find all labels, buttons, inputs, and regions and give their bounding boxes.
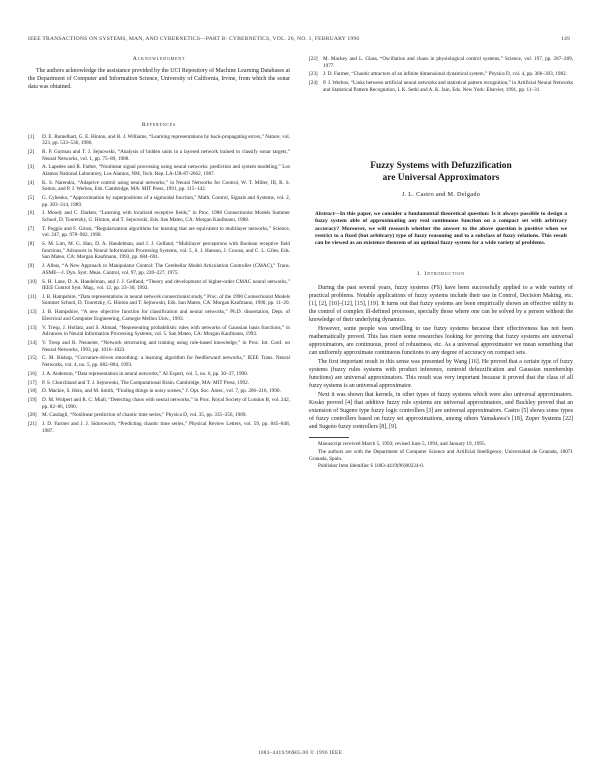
reference-number: [19] xyxy=(28,397,37,404)
introduction-paragraph: However, some people was unwilling to use fuzzy systems because their effectiveness has not been mathematically proved. This has risen some researches looking for proving that fuzzy systems are universal approximators, are continuous, proof of robustness, etc. As a universal approximator we mean something that can uniformly approximate continuous functions to any degree of accuracy on compact sets. xyxy=(309,326,573,357)
reference-text: D. M. Wolpert and R. C. Miall, “Detecting chaos with neural networks,” in Proc. Royal Society of London B, vol. 242, pp. 82–86, 1990. xyxy=(42,397,290,410)
acknowledgment-section xyxy=(28,56,290,92)
reference-text: G. Cybenko, “Approximation by superpositions of a sigmoidal function,” Math. Control, Signals and Systems, vol. 2, pp. 303–314, 1989. xyxy=(42,195,290,208)
introduction-paragraph: Next it was shown that kernels, in other types of fuzzy systems which were also universal approximators. Kosko proved [4] that additive fuzzy rule systems are universal approximators, and Buckley proved that an extension of Sugeno type fuzzy logic controllers [3] are universal approximators. Castro [5] shows some types of fuzzy controllers based on fuzzy set approximations, among others Yamakawa’s [18], Zuper Systems [22] and Sugeno fuzzy controllers [8], [9]. xyxy=(309,392,573,431)
reference-text: S. H. Lane, D. A. Handelman, and J. J. Gelfand, “Theory and development of higher-order CMAC neural networks,” IEEE Control Syst. Mag., vol. 12, pp. 23–30, 1992. xyxy=(42,278,290,292)
paper-title xyxy=(309,161,573,184)
reference-item xyxy=(28,180,290,193)
title-line-2: are Universal Approximators xyxy=(382,172,500,183)
acknowledgment-text: The authors acknowledge the assistance provided by the UCI Repository of Machine Learning Databases at the Department of Computer and Information Science, University of California, Irvine, from which the sonar data was obtained. xyxy=(28,67,290,90)
reference-text: R. P. Gorman and T. J. Sejnowski, “Analysis of hidden units in a layered network trained to classify sonar targets,” Neural Networks, vol. 1, pp. 75–89, 1988. xyxy=(42,148,290,162)
reference-number: [24] xyxy=(309,80,318,87)
reference-item xyxy=(28,340,290,353)
reference-item xyxy=(309,71,573,78)
reference-number: [6] xyxy=(28,210,35,217)
reference-number: [4] xyxy=(28,179,35,186)
reference-number: [17] xyxy=(28,379,37,386)
reference-number: [2] xyxy=(28,148,35,155)
footnote-rule xyxy=(309,437,349,438)
reference-item xyxy=(309,56,573,69)
reference-item xyxy=(28,412,290,419)
reference-number: [3] xyxy=(28,164,35,171)
reference-text: S. M. Lim, M. G. Han, D. A. Handelman, and J. J. Gelfand, “Multilayer perceptrons with Boolean receptive field functions,” Advances in Neural Information Processing Systems, vol. 5, S. J. Hanson, J. Cowan, and C. L. Giles, Eds. San Mateo, CA: Morgan Kaufmann, 1993, pp. 684–691. xyxy=(42,241,290,261)
reference-number: [8] xyxy=(28,241,35,248)
reference-number: [15] xyxy=(28,355,37,362)
header-text: IEEE TRANSACTIONS ON SYSTEMS, MAN, AND CYBERNETICS—PART B: CYBERNETICS, VOL. 26, NO. 1, FEBRUARY 1996 xyxy=(28,36,360,42)
left-column xyxy=(28,56,290,437)
reference-item xyxy=(28,149,290,162)
reference-number: [5] xyxy=(28,195,35,202)
reference-item xyxy=(28,355,290,368)
footnote-paragraph: The authors are with the Department of Computer Science and Artificial Intelligence, Universidad de Granada, 18071 Granada, Spain. xyxy=(309,448,573,462)
running-header xyxy=(28,36,570,42)
reference-number: [22] xyxy=(309,56,318,62)
reference-item xyxy=(28,226,290,239)
abstract-text: In this paper, we consider a fundamental theoretical question: Is it always possible to design a fuzzy system able of approximating any real continuous function on a compact set with arbitrary accuracy? Moreover, we will research whether the answer to the above question is positive when we restrict to a fixed (but arbitrary) type of fuzzy reasoning and to a subclass of fuzzy relations. This result can be viewed as an existence theorem of an optimal fuzzy system for a wide variety of problems. xyxy=(315,211,567,247)
introduction-heading: I. Introduction xyxy=(417,271,465,278)
references-heading: References xyxy=(141,121,177,128)
reference-number: [23] xyxy=(309,71,318,78)
reference-text: J. Moody and C. Darken, “Learning with localized receptive fields,” in Proc. 1988 Connectionist Models Summer School, D. Touretzky, G. Hinton, and T. Sejnowski, Eds. San Mateo, CA: Morgan Kaufmann, 1988. xyxy=(42,210,290,223)
references-list xyxy=(28,134,290,435)
reference-text: J. Albus, “A New Approach to Manipulator Control: The Cerebellar Model Articulation Controller (CMAC),” Trans. ASME—J. Dyn. Syst. Meas. Control, vol. 97, pp. 220–227, 1975. xyxy=(42,263,290,276)
acknowledgment-heading: Acknowledgment xyxy=(132,56,186,62)
reference-text: P. J. Werbos, “Links between artificial neural networks and statistical pattern recognition,” in Artificial Neural Networks and Statistical Pattern Recognition, I. K. Sethi and A. K. Jain, Eds. New York: Elsevier, 1991, pp. 11–31. xyxy=(323,80,573,93)
reference-item xyxy=(28,371,290,378)
reference-number: [10] xyxy=(28,278,37,285)
paper-authors: J. L. Castro and M. Delgado xyxy=(401,191,481,199)
reference-text: T. Poggio and F. Girosi, “Regularization algorithms for learning that are equivalent to multilayer networks,” Science, vol. 247, pp. 978–982, 1990. xyxy=(42,225,290,239)
reference-number: [20] xyxy=(28,412,37,419)
reference-text: M. Mackey and L. Glass, “Oscillation and chaos in physiological control systems,” Science, vol. 197, pp. 287–289, 1977. xyxy=(323,56,573,69)
reference-item xyxy=(28,397,290,410)
introduction-paragraph: During the past several years, fuzzy systems (FS) have been successfully applied to a wide variety of practical problems. Notable applications of fuzzy systems include their use in Control, Decision Making, etc. [1], [2], [10]–[12], [15], [19]. It turns out that fuzzy systems are been empirically shown an effective utility in the control of complex ill-defined processes, specially those where one can be solved by a person without the knowledge of their underlying dynamics. xyxy=(309,285,573,324)
reference-text: K. S. Narendra, “Adaptive control using neural networks,” in Neural Networks for Control, W. T. Miller, III, R. S. Sutton, and P. J. Werbos, Eds. Cambridge, MA: MIT Press, 1991, pp. 115–142. xyxy=(42,179,290,193)
reference-text: V. Tresp and R. Neuneier, “Network structuring and training using rule-based knowledge,” in Proc. Int. Conf. on Neural Networks, 1993, pp. 1016–1023. xyxy=(42,340,290,353)
reference-text: M. Casdagli, “Nonlinear prediction of chaotic time series,” Physica D, vol. 35, pp. 335–356, 1989. xyxy=(42,412,247,419)
reference-text: J. D. Farmer and J. J. Sidorowich, “Predicting chaotic time series,” Physical Review Letters, vol. 59, pp. 845–848, 1987. xyxy=(42,421,290,434)
reference-item xyxy=(28,210,290,223)
reference-number: [21] xyxy=(28,421,37,428)
reference-item xyxy=(28,325,290,338)
reference-item xyxy=(28,241,290,261)
reference-text: P. S. Churchland and T. J. Sejnowski, The Computational Brain. Cambridge, MA: MIT Press, 1992. xyxy=(42,379,249,386)
reference-number: [14] xyxy=(28,340,37,346)
reference-item xyxy=(28,164,290,177)
introduction-paragraph: The first important result in this sense was presented by Wang [16]. He proved that a certain type of fuzzy systems (fuzzy rules systems with product inference, centroid defuzzification and Gaussian membership functions) are universal approximators. This result was very important because it proved that the class of all fuzzy systems is an universal approximator. xyxy=(309,359,573,390)
reference-text: A. Lapedes and R. Farber, “Nonlinear signal processing using neural networks: prediction and system modeling,” Los Alamos National Laboratory, Los Alamos, NM, Tech. Rep. LA-UR-87-2662, 1987. xyxy=(42,164,290,177)
reference-text: J. B. Hampshire, “A new objective function for classification and neural networks,” Ph.D. dissertation, Dept. of Electrical and Computer Engineering, Carnegie Mellon Univ., 1993. xyxy=(42,309,290,322)
footnote xyxy=(309,441,573,470)
reference-text: C. M. Bishop, “Curvature-driven smoothing: a learning algorithm for feedforward networks,” IEEE Trans. Neural Networks, vol. 4, no. 5, pp. 882–884, 1993. xyxy=(42,355,290,368)
reference-text: D. E. Rumelhart, G. E. Hinton, and R. J. Williams, “Learning representations by back-propagating errors,” Nature, vol. 323, pp. 533–536, 1986. xyxy=(42,133,290,147)
reference-item xyxy=(28,309,290,322)
reference-item xyxy=(28,294,290,307)
title-line-1: Fuzzy Systems with Defuzzification xyxy=(370,161,512,172)
reference-number: [1] xyxy=(28,133,35,140)
continued-references-list xyxy=(309,56,573,93)
right-column xyxy=(309,56,573,471)
abstract-label: Abstract— xyxy=(315,211,340,218)
reference-item xyxy=(28,195,290,208)
reference-text: J. D. Farmer, “Chaotic attractors of an infinite dimensional dynamical system,” Physica D, vol. 4, pp. 366–393, 1982. xyxy=(323,71,567,78)
footnote-paragraph: Manuscript received March 5, 1993; revised June 5, 1994, and January 19, 1995. xyxy=(318,441,486,448)
reference-number: [7] xyxy=(28,225,35,232)
reference-item xyxy=(28,421,290,434)
reference-item xyxy=(28,388,290,395)
reference-number: [16] xyxy=(28,370,37,377)
introduction-body xyxy=(309,284,573,431)
reference-text: J. B. Hampshire, “Data representations in neural network connectionist study,” Proc. of the 1990 Connectionist Models Summer School, D. Touretzky, G. Hinton and T. Sejnowski, Eds. San Mateo, CA: Morgan Kaufmann, 1990, pp. 11–20. xyxy=(42,293,290,307)
reference-number: [11] xyxy=(28,293,37,300)
reference-number: [12] xyxy=(28,309,37,316)
reference-item xyxy=(28,380,290,387)
reference-number: [18] xyxy=(28,388,37,395)
page-number: 149 xyxy=(561,36,570,42)
reference-number: [9] xyxy=(28,263,35,270)
reference-item xyxy=(28,279,290,292)
footnote-paragraph: Publisher Item Identifier S 1083-4419(96)00224-0. xyxy=(318,463,425,470)
reference-number: [13] xyxy=(28,324,37,331)
reference-text: D. Mackie, S. Hein, and M. Smith, “Finding things in noisy scenes,” J. Opt. Soc. Amer., vol. 7, pp. 206–216, 1990. xyxy=(42,388,281,395)
reference-item xyxy=(309,80,573,93)
abstract xyxy=(315,211,567,247)
reference-text: J. A. Anderson, “Data representation in neural networks,” AI Expert, vol. 5, no. 6, pp. 30–37, 1990. xyxy=(42,370,249,377)
page-footer: 1083–4419/96$05.00 © 1996 IEEE xyxy=(257,750,343,756)
reference-item xyxy=(28,263,290,276)
reference-item xyxy=(28,134,290,147)
reference-text: V. Tresp, J. Hollatz, and S. Ahmad, “Representing probabilistic rules with networks of Gaussian basis functions,” in Advances in Neural Information Processing Systems, vol. 5. San Mateo, CA: Morgan Kaufmann, 1993. xyxy=(42,324,290,338)
